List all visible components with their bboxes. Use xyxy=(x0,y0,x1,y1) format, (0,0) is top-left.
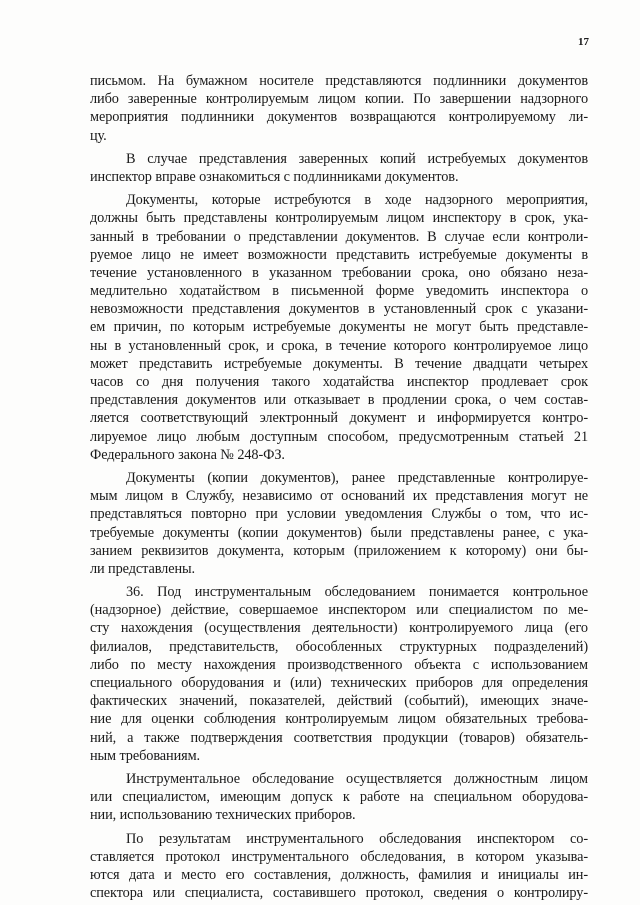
text-line: или специалистом, имеющим допуск к работе на специальном оборудова- xyxy=(90,789,588,806)
paragraph xyxy=(90,191,588,464)
text-line: спектора или специалиста, составившего протокол, сведения о контролиру- xyxy=(90,885,588,902)
text-line: либо заверенные контролируемым лицом копии. По завершении надзорного xyxy=(90,91,588,108)
text-line: ются дата и место его составления, должность, фамилия и инициалы ин- xyxy=(90,866,588,883)
text-line: специального оборудования и (или) технических приборов для определения xyxy=(90,675,588,691)
text-line: ставляется протокол инструментального обследования, в котором указыва- xyxy=(90,848,588,865)
text-line: Документы (копии документов), ранее представленные контролируе- xyxy=(126,469,588,486)
text-line: Федерального закона № 248-ФЗ. xyxy=(90,446,285,463)
text-line: ляется соответствующий электронный документ и информируется контро- xyxy=(90,410,588,427)
text-line: либо по месту нахождения производственного объекта с использованием xyxy=(90,656,588,673)
text-line: фактических значений, показателей, действий (событий), имеющих значе- xyxy=(90,693,588,710)
text-line: может представить истребуемые документы. В течение двадцати четырех xyxy=(90,355,588,372)
text-line: лируемое лицо любым доступным способом, предусмотренным статьей 21 xyxy=(90,428,588,445)
text-line: В случае представления заверенных копий истребуемых документов xyxy=(126,150,588,167)
paragraph xyxy=(90,150,588,186)
text-line: филиалов, представительств, обособленных структурных подразделений) xyxy=(90,638,588,655)
text-line: (надзорное) действие, совершаемое инспектором или специалистом по ме- xyxy=(90,602,588,619)
text-line: Инструментальное обследование осуществляется должностным лицом xyxy=(126,770,588,787)
paragraph xyxy=(90,583,588,765)
text-line: ем причин, по которым истребуемые документы не могут быть представле- xyxy=(90,319,588,336)
text-line: часов со дня получения такого ходатайства инспектор продлевает срок xyxy=(90,374,588,390)
text-line: занный в требовании о представлении документов. В случае если контроли- xyxy=(90,228,588,245)
text-line: мым лицом в Службу, независимо от оснований их представления могут не xyxy=(90,488,588,505)
text-line: должны быть представлены контролируемым лицом инспектору в срок, ука- xyxy=(90,210,588,227)
text-line: ние для оценки соблюдения контролируемым лицом обязательных требова- xyxy=(90,711,588,728)
paragraph xyxy=(90,830,588,903)
text-line: руемое лицо не имеет возможности представить истребуемые документы в xyxy=(90,246,588,263)
text-line: невозможности представления документов в установленный срок с указани- xyxy=(90,301,588,318)
text-line: цу. xyxy=(90,127,107,144)
text-line: инспектор вправе ознакомиться с подлинниками документов. xyxy=(90,168,459,185)
text-line: ний, а также подтверждения соответствия продукции (товаров) обязатель- xyxy=(90,729,588,746)
paragraph xyxy=(90,770,588,825)
text-line: ны в установленный срок, и срока, в течение которого контролируемое лицо xyxy=(90,337,588,354)
text-line: требуемые документы (копии документов) были представлены ранее, с ука- xyxy=(90,524,588,541)
page-number: 17 xyxy=(578,36,589,48)
text-line: представления документов или отказывает в продлении срока, о чем состав- xyxy=(90,392,588,409)
paragraph xyxy=(90,469,588,578)
text-line: занием реквизитов документа, которым (приложением к которому) они бы- xyxy=(90,542,588,559)
text-line: медлительно ходатайством в письменной форме уведомить инспектора о xyxy=(90,283,588,300)
text-line: нии, использованию технических приборов. xyxy=(90,807,356,824)
text-line: ли представлены. xyxy=(90,560,195,577)
document-body xyxy=(90,72,588,902)
text-line: сту нахождения (осуществления деятельности) контролируемого лица (его xyxy=(90,620,588,637)
text-line: ным требованиям. xyxy=(90,747,201,764)
text-line: течение установленного в указанном требовании срока, оно обязано неза- xyxy=(90,264,588,281)
text-line: письмом. На бумажном носителе представляются подлинники документов xyxy=(90,73,588,89)
text-line: 36. Под инструментальным обследованием понимается контрольное xyxy=(126,584,588,601)
text-line: мероприятия подлинники документов возвращаются контролируемому ли- xyxy=(90,109,588,126)
text-line: Документы, которые истребуются в ходе надзорного мероприятия, xyxy=(126,192,588,209)
text-line: По результатам инструментального обследования инспектором со- xyxy=(126,830,588,847)
paragraph xyxy=(90,72,588,145)
text-line: представляться повторно при условии уведомления Службы о том, что ис- xyxy=(90,506,588,523)
